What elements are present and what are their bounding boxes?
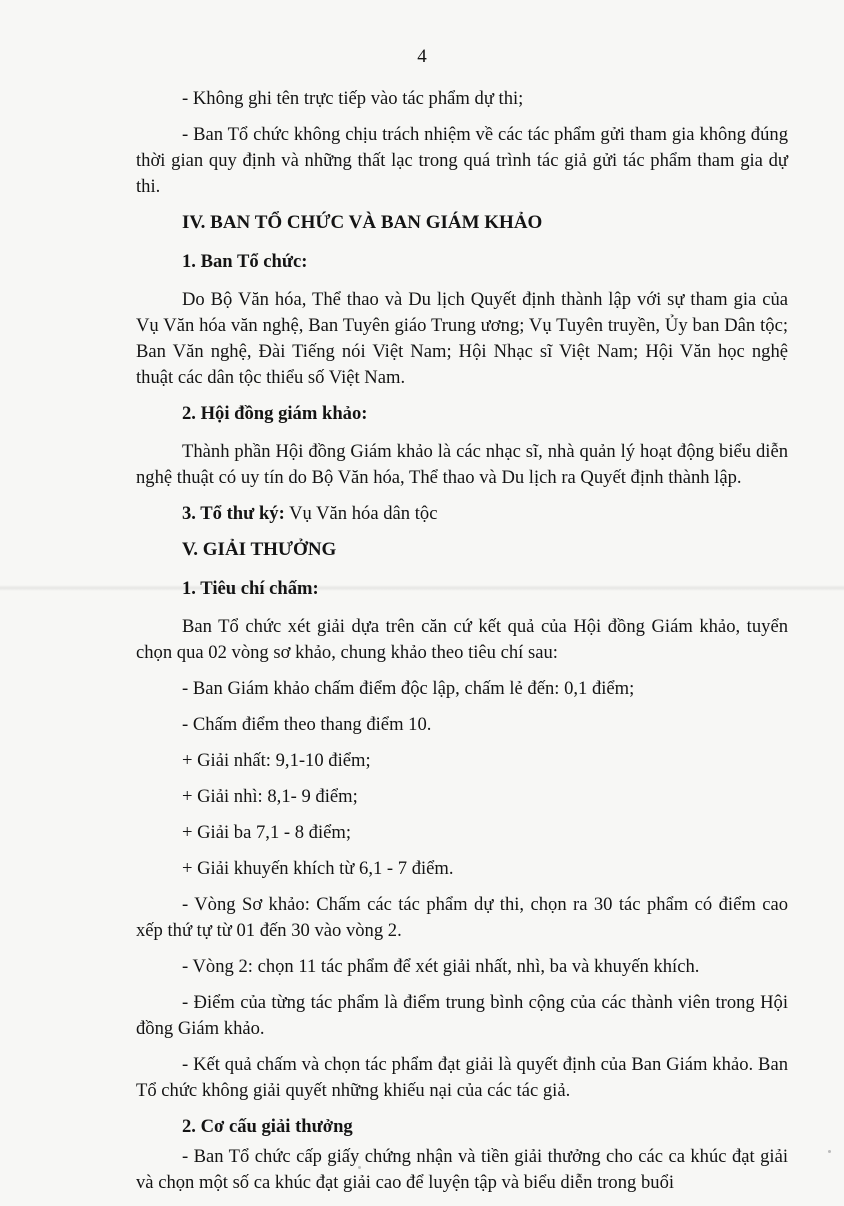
paragraph: - Vòng Sơ khảo: Chấm các tác phẩm dự thi, chọn ra 30 tác phẩm có điểm cao xếp thứ tự từ 01 đến 30 vào vòng 2. <box>136 893 788 941</box>
paragraph: - Ban Tổ chức không chịu trách nhiệm về các tác phẩm gửi tham gia không đúng thời gian quy định và những thất lạc trong quá trình tác giả gửi tác phẩm tham gia dự thi. <box>136 124 788 198</box>
subsection-heading: 1. Tiêu chí chấm: <box>182 577 319 599</box>
subsection-heading: 2. Hội đồng giám khảo: <box>182 402 368 424</box>
section-heading: V. GIẢI THƯỞNG <box>182 539 337 560</box>
paragraph: - Chấm điểm theo thang điểm 10. <box>182 713 432 735</box>
paragraph: - Ban Tổ chức cấp giấy chứng nhận và tiền giải thưởng cho các ca khúc đạt giải và chọn một số ca khúc đạt giải cao để luyện tập và biểu diễn trong buổi <box>136 1146 788 1194</box>
section-heading: IV. BAN TỔ CHỨC VÀ BAN GIÁM KHẢO <box>182 212 543 234</box>
subsection-line <box>136 501 788 527</box>
subsection-heading: 2. Cơ cấu giải thưởng <box>182 1116 353 1138</box>
subsection-value: Vụ Văn hóa dân tộc <box>284 502 438 524</box>
paragraph: Ban Tổ chức xét giải dựa trên căn cứ kết quả của Hội đồng Giám khảo, tuyển chọn qua 02 vòng sơ khảo, chung khảo theo tiêu chí sau: <box>136 615 788 663</box>
subsection-label: 3. Tổ thư ký: <box>182 502 285 524</box>
paragraph: - Kết quả chấm và chọn tác phẩm đạt giải là quyết định của Ban Giám khảo. Ban Tổ chức không giải quyết những khiếu nại của các tác giả. <box>136 1054 788 1102</box>
paragraph: Thành phần Hội đồng Giám khảo là các nhạc sĩ, nhà quản lý hoạt động biểu diễn nghệ thuật có uy tín do Bộ Văn hóa, Thể thao và Du lịch ra Quyết định thành lập. <box>136 440 788 488</box>
paragraph: + Giải ba 7,1 - 8 điểm; <box>182 821 352 843</box>
paragraph: - Vòng 2: chọn 11 tác phẩm để xét giải nhất, nhì, ba và khuyến khích. <box>182 955 700 977</box>
paragraph: - Ban Giám khảo chấm điểm độc lập, chấm lẻ đến: 0,1 điểm; <box>182 677 635 699</box>
paragraph: - Không ghi tên trực tiếp vào tác phẩm dự thi; <box>182 88 524 109</box>
scan-speck <box>828 1150 831 1153</box>
page-number: 4 <box>417 46 427 67</box>
paragraph: Do Bộ Văn hóa, Thể thao và Du lịch Quyết định thành lập với sự tham gia của Vụ Văn hóa văn nghệ, Ban Tuyên giáo Trung ương; Vụ Tuyên truyền, Ủy ban Dân tộc; Ban Văn nghệ, Đài Tiếng nói Việt Nam; Hội Nhạc sĩ Việt Nam; Hội Văn học nghệ thuật các dân tộc thiểu số Việt Nam. <box>136 288 788 388</box>
paragraph: + Giải khuyến khích từ 6,1 - 7 điểm. <box>182 857 454 879</box>
paragraph: - Điểm của từng tác phẩm là điểm trung bình cộng của các thành viên trong Hội đồng Giám khảo. <box>136 991 788 1039</box>
subsection-heading: 1. Ban Tổ chức: <box>182 250 308 272</box>
paragraph: + Giải nhì: 8,1- 9 điểm; <box>182 785 358 807</box>
paragraph: + Giải nhất: 9,1-10 điểm; <box>182 749 371 771</box>
document-body <box>136 86 788 1206</box>
